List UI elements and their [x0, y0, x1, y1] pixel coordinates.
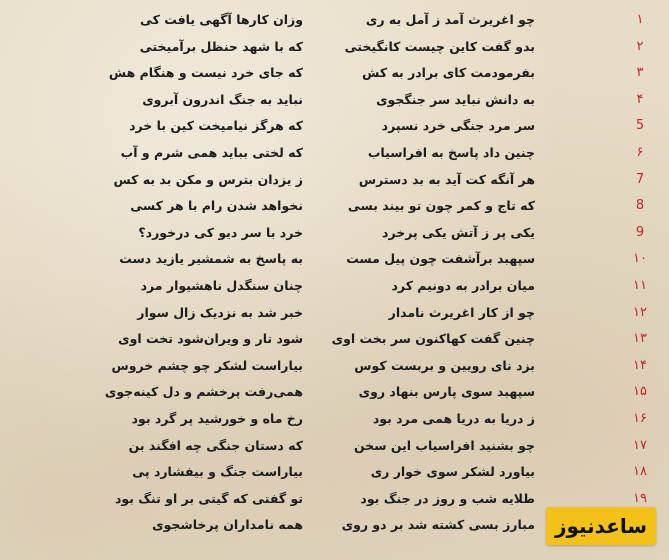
verse-first-hemistich: سپهبد برآشفت چون پیل مست [346, 251, 535, 267]
verse-second-hemistich: که لختی بباید همی شرم و آب [120, 145, 303, 160]
verse-second-hemistich: همی‌رفت پرخشم و دل کینه‌جوی [104, 384, 303, 400]
verse-number: ۲ [636, 38, 644, 54]
verse-first-hemistich: چو بشنید افراسیاب این سخن [353, 437, 535, 453]
verse-number: 8 [635, 198, 645, 214]
verse-first-hemistich: میان برادر به دونیم کرد [391, 278, 535, 293]
verse-first-hemistich: طلایه شب و روز در جنگ بود [360, 490, 535, 506]
verse-second-hemistich: خبر شد به نزدیک زال سوار [137, 304, 303, 320]
verse-second-hemistich: به پاسخ به شمشیر یازید دست [119, 251, 303, 267]
verse-number: 7 [635, 171, 645, 187]
verse-second-hemistich: که با شهد حنظل برآمیختی [139, 38, 303, 54]
verse-first-hemistich: مبارز بسی کشته شد بر دو روی [341, 517, 535, 533]
verse-second-hemistich: نباید به جنگ اندرون آبروی [142, 91, 303, 107]
verse-row [0, 433, 669, 459]
verse-second-hemistich: تو گفتی که گیتی بر او تنگ بود [114, 490, 303, 506]
verse-row [0, 34, 669, 60]
verse-first-hemistich: چو از کار اغریرث نامدار [388, 304, 535, 320]
verse-second-hemistich: وزان کارها آگهی یافت کی [139, 12, 303, 27]
verse-row [0, 379, 669, 405]
verse-row [0, 326, 669, 352]
verse-second-hemistich: بیاراست جنگ و بیفشارد پی [132, 464, 303, 480]
verse-first-hemistich: ز دریا به دریا همی مرد بود [372, 411, 535, 426]
verse-first-hemistich: یکی پر ز آتش یکی پرخرد [382, 224, 535, 240]
verse-row [0, 273, 669, 299]
verse-second-hemistich: چنان سنگدل ناهشیوار مرد [140, 278, 303, 293]
verse-number: ۱۱ [633, 278, 647, 293]
verse-row [0, 7, 669, 33]
verse-first-hemistich: به دانش نباید سر جنگجوی [376, 91, 535, 107]
verse-number: 9 [635, 224, 645, 240]
verse-first-hemistich: که تاج و کمر چون تو بیند بسی [347, 198, 535, 214]
verse-first-hemistich: سر مرد جنگی خرد نسپرد [381, 118, 535, 134]
verse-number: ۱ [636, 12, 644, 27]
verse-number: ۱۹ [633, 490, 647, 506]
verse-first-hemistich: بزد نای رویین و بربست کوس [354, 357, 535, 373]
verse-first-hemistich: بفرمودمت کای برادر به کش [362, 65, 535, 81]
verse-first-hemistich: بیاورد لشکر سوی خوار ری [370, 464, 535, 480]
verse-number: ۳ [636, 65, 644, 81]
verse-row [0, 353, 669, 379]
verse-row [0, 220, 669, 246]
verse-number: ۱۵ [633, 384, 647, 400]
verse-second-hemistich: که هرگز نیامیخت کین با خرد [129, 118, 303, 134]
verse-second-hemistich: نخواهد شدن رام با هر کسی [130, 198, 303, 214]
verse-number: ۱۳ [633, 331, 647, 347]
verse-number: 5 [635, 118, 645, 134]
verse-first-hemistich: سپهبد سوی پارس بنهاد روی [358, 384, 535, 400]
verse-row [0, 60, 669, 86]
verse-number: ۱۲ [633, 304, 647, 320]
verse-row [0, 140, 669, 166]
verse-first-hemistich: چو اغریرث آمد ز آمل به ری [365, 12, 535, 27]
verse-second-hemistich: که دستان جنگی چه افگند بن [128, 437, 303, 453]
verse-row [0, 113, 669, 139]
verse-first-hemistich: چنین گفت کهاکنون سر بخت اوی [331, 331, 535, 347]
verse-second-hemistich: همه نامداران پرخاشجوی [152, 517, 303, 533]
verse-row [0, 459, 669, 485]
verse-row [0, 193, 669, 219]
verse-row [0, 406, 669, 432]
verse-number: ۶ [636, 145, 644, 160]
verse-number: ۱۶ [633, 411, 647, 426]
verse-row [0, 246, 669, 272]
verse-row [0, 167, 669, 193]
verse-number: ۱۰ [633, 251, 647, 267]
verse-first-hemistich: بدو گفت کاین چیست کانگیختی [344, 38, 535, 54]
verse-second-hemistich: رخ ماه و خورشید پر گرد بود [131, 411, 303, 426]
verse-second-hemistich: که جای خرد نیست و هنگام هش [108, 65, 303, 81]
verse-number: ۱۸ [633, 464, 647, 480]
verse-second-hemistich: بیاراست لشکر چو چشم خروس [111, 357, 303, 373]
verse-number: ۴ [636, 91, 644, 107]
logo-text: ساعدنیوز [554, 514, 648, 538]
verse-row [0, 300, 669, 326]
verse-number: ۱۴ [633, 357, 647, 373]
verse-row [0, 87, 669, 113]
verse-first-hemistich: هر آنگه کت آید به بد دسترس [358, 171, 535, 187]
verse-first-hemistich: چنین داد پاسخ به افراسیاب [367, 145, 535, 160]
verse-second-hemistich: ز یزدان بترس و مکن بد به کس [113, 171, 303, 187]
verse-second-hemistich: شود تار و ویران‌شود تخت اوی [118, 331, 303, 347]
verse-second-hemistich: خرد با سر دیو کی درخورد؟ [138, 224, 303, 240]
saednews-logo [546, 507, 656, 545]
verse-number: ۱۷ [633, 437, 647, 453]
